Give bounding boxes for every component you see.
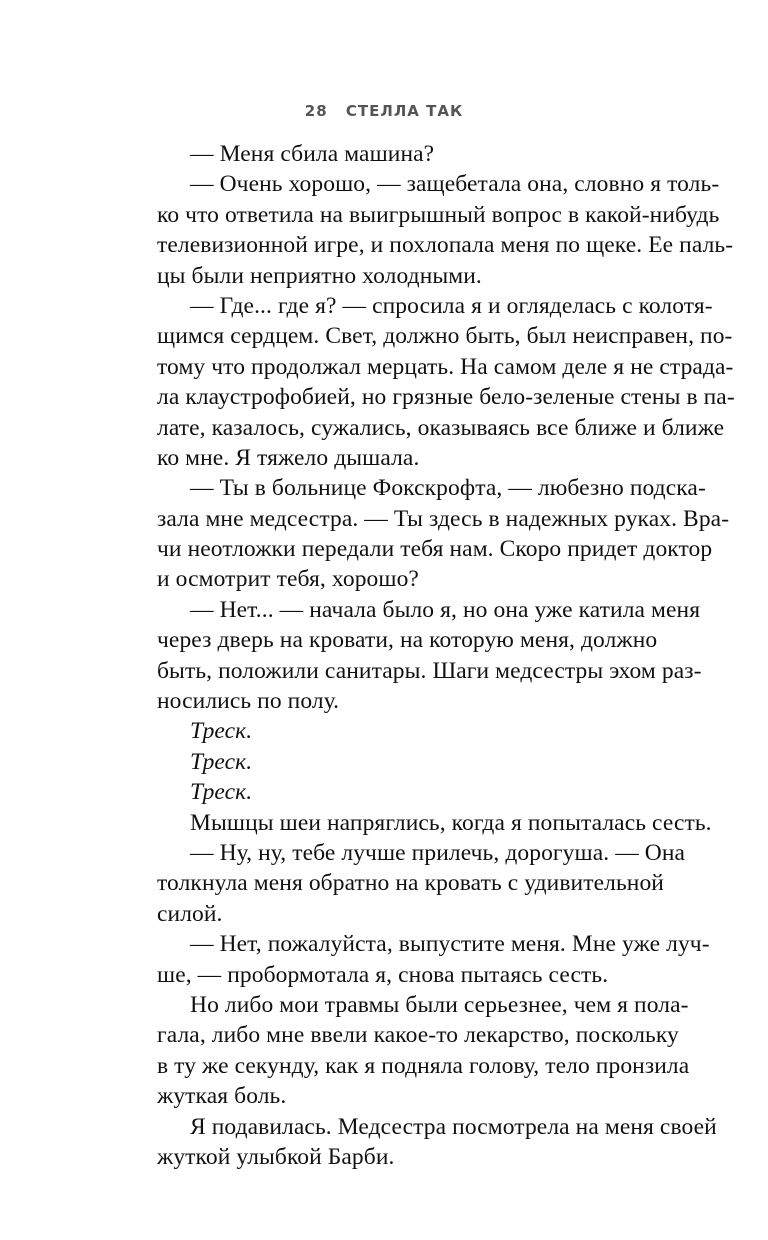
text-line: ше, — пробормотала я, снова пытаясь сесть. <box>157 961 609 988</box>
paragraph <box>124 929 710 990</box>
text-line: ко мне. Я тяжело дышала. <box>157 444 420 471</box>
body-text <box>124 139 735 1172</box>
text-line: Мышцы шеи напряглись, когда я попыталась сесть. <box>190 809 712 836</box>
paragraph <box>124 291 735 473</box>
paragraph <box>124 595 702 717</box>
paragraph <box>124 473 730 595</box>
paragraph <box>124 139 645 169</box>
text-line: Треск. <box>190 779 253 806</box>
text-line: ла клаустрофобией, но грязные бело-зеленые стены в па- <box>157 384 735 411</box>
text-line: телевизионной игре, и похлопала меня по щеке. Ее паль- <box>157 232 734 259</box>
text-line: Треск. <box>190 748 253 775</box>
text-line: тому что продолжал мерцать. На самом деле я не страда- <box>157 353 734 380</box>
text-line: — Ну, ну, тебе лучше прилечь, дорогуша. — Она <box>190 839 686 866</box>
text-line: Я подавилась. Медсестра посмотрела на меня своей <box>190 1113 717 1140</box>
text-line: гала, либо мне ввели какое-то лекарство, поскольку <box>157 1022 679 1049</box>
paragraph <box>124 1112 717 1173</box>
text-line: цы были неприятно холодными. <box>157 262 482 289</box>
text-line: Но либо мои травмы были серьезнее, чем я пола- <box>190 991 689 1018</box>
text-line: силой. <box>157 900 223 927</box>
italic-paragraph <box>124 777 645 807</box>
text-line: — Меня сбила машина? <box>190 141 435 167</box>
text-line: — Где... где я? — спросила я и огляделась с колотя- <box>190 292 713 319</box>
text-line: лате, казалось, сужались, оказываясь все ближе и ближе <box>157 414 725 441</box>
text-line: — Нет, пожалуйста, выпустите меня. Мне уже луч- <box>190 931 710 958</box>
text-line: чи неотложки передали тебя нам. Скоро придет доктор <box>157 536 713 563</box>
paragraph <box>124 169 734 291</box>
text-line: через дверь на кровати, на которую меня, должно <box>157 627 658 654</box>
text-line: в ту же секунду, как я подняла голову, тело пронзила <box>157 1052 690 1079</box>
text-line: щимся сердцем. Свет, должно быть, был неисправен, по- <box>157 323 733 350</box>
italic-paragraph <box>124 716 645 746</box>
text-line: жуткой улыбкой Барби. <box>157 1143 395 1170</box>
text-line: жуткая боль. <box>157 1083 287 1110</box>
header-author: СТЕЛЛА ТАК <box>345 102 464 120</box>
text-line: толкнула меня обратно на кровать с удивительной <box>157 870 664 897</box>
italic-paragraph <box>124 747 645 777</box>
text-line: — Нет... — начала было я, но она уже катила меня <box>190 596 701 623</box>
page-number: 28 <box>304 102 328 120</box>
paragraph <box>124 808 712 838</box>
text-line: быть, положили санитары. Шаги медсестры эхом раз- <box>157 657 702 684</box>
running-header <box>0 101 768 121</box>
text-line: носились по полу. <box>157 688 340 715</box>
text-line: и осмотрит тебя, хорошо? <box>157 566 419 593</box>
text-line: ко что ответила на выигрышный вопрос в какой-нибудь <box>157 201 720 228</box>
text-line: зала мне медсестра. — Ты здесь в надежных руках. Вра- <box>157 505 730 532</box>
paragraph <box>124 838 686 929</box>
text-line: Треск. <box>190 718 253 745</box>
text-line: — Ты в больнице Фокскрофта, — любезно подска- <box>190 475 706 502</box>
paragraph <box>124 990 690 1112</box>
text-line: — Очень хорошо, — защебетала она, словно я толь- <box>190 171 720 198</box>
